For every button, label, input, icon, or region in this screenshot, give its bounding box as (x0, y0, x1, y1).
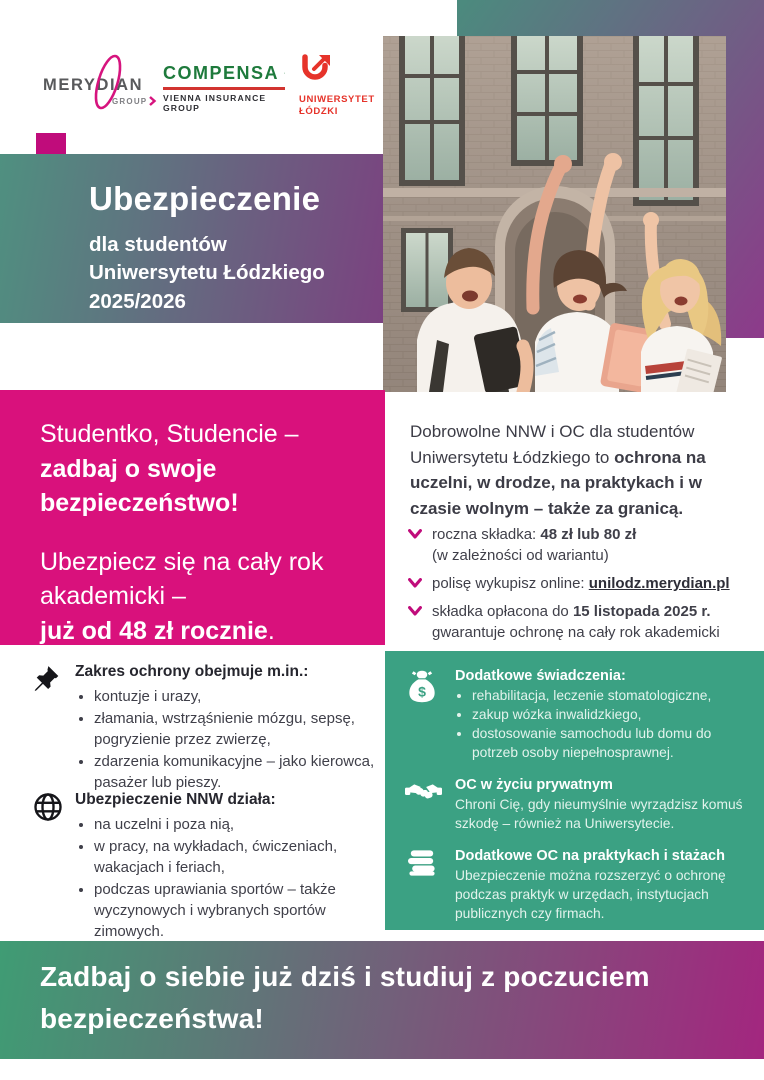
premium-text: polisę wykupisz online: (432, 575, 589, 592)
merydian-logo (42, 48, 160, 114)
subtitle-line: 2025/2026 (89, 289, 186, 313)
callout-price-bold: już od 48 zł rocznie (40, 616, 268, 645)
page-title: Ubezpieczenie (89, 180, 321, 217)
list-item: • podczas uprawiania sportów – także wyczynowych i wybranych sportów zimowych. (94, 879, 381, 942)
callout-line-regular: Studentko, Studencie – (40, 420, 299, 448)
premium-deadline: 15 listopada 2025 r. (572, 603, 711, 620)
list-item: • zakup wózka inwalidzkiego, (472, 705, 748, 724)
money-bag-icon (405, 668, 442, 762)
nnw-section (33, 791, 381, 943)
premium-text: składka opłacona do (432, 603, 573, 620)
footer-banner (0, 941, 764, 1059)
university-name-line2: ŁÓDZKI (299, 105, 338, 117)
page-subtitle (89, 231, 373, 316)
nnw-heading: Ubezpieczenie NNW działa: (75, 791, 276, 808)
benefits-heading: Dodatkowe świadczenia: (455, 668, 626, 684)
students-photo-illustration (383, 36, 726, 392)
merydian-chevron-icon (150, 97, 155, 105)
benefits-section (405, 668, 748, 762)
list-item: • w pracy, na wykładach, ćwiczeniach, wakacjach i feriach, (94, 836, 381, 878)
oc-private-heading: OC w życiu prywatnym (455, 777, 613, 794)
subtitle-line: dla studentów (89, 233, 227, 256)
callout-price-suffix: . (267, 616, 275, 645)
merydian-logo-text: MERYDIAN (43, 76, 144, 94)
list-item (408, 601, 750, 643)
list-item: • kontuzje i urazy, (94, 686, 381, 707)
university-name-line1: UNIWERSYTET (299, 94, 375, 105)
benefits-panel (385, 651, 764, 930)
footer-slogan: Zadbaj o siebie już dziś i studiuj z poczuciem bezpieczeństwa! (40, 961, 650, 1034)
compensa-logo-text: COMPENSA (163, 62, 280, 83)
coverage-section (33, 663, 381, 794)
purchase-link[interactable]: unilodz.merydian.pl (588, 575, 730, 592)
university-lodz-mark-icon (299, 54, 333, 86)
compensa-logo (163, 62, 285, 113)
books-icon (405, 848, 442, 923)
list-item (408, 524, 750, 566)
callout-price-line (40, 614, 355, 649)
list-item: • rehabilitacja, leczenie stomatologiczne, (472, 686, 748, 705)
university-lodz-logo (299, 54, 389, 116)
intro-bold-text: ochrona na uczelni, w drodze, na praktykach i w czasie wolnym – także za granicą. (410, 447, 706, 518)
list-item (408, 573, 750, 594)
oc-private-text: Chroni Cię, gdy nieumyślnie wyrządzisz komuś szkodę – również na Uniwersytecie. (455, 797, 743, 832)
list-item: • zdarzenia komunikacyjne – jako kierowca, pasażer lub pieszy. (94, 751, 381, 793)
students-photo (383, 36, 726, 392)
oc-private-section (405, 777, 748, 833)
premium-amount: 48 zł lub 80 zł (540, 526, 637, 543)
compensa-fan-icon (284, 62, 285, 84)
oc-internship-heading: Dodatkowe OC na praktykach i stażach (455, 848, 725, 865)
callout-line-bold: zadbaj o swoje bezpieczeństwo! (40, 454, 239, 517)
chevron-down-icon (408, 606, 422, 616)
premium-text: roczna składka: (432, 526, 541, 543)
premium-note: (w zależności od wariantu) (432, 547, 609, 564)
coverage-heading: Zakres ochrony obejmuje m.in.: (75, 663, 309, 680)
handshake-icon (405, 777, 442, 833)
intro-paragraph (410, 419, 744, 521)
compensa-sub-text: VIENNA INSURANCE GROUP (163, 93, 267, 113)
callout-line-regular: Ubezpiecz się na cały rok akademicki – (40, 547, 324, 610)
chevron-down-icon (408, 529, 422, 539)
subtitle-line: Uniwersytetu Łódzkiego (89, 261, 325, 285)
hero-banner (0, 154, 383, 323)
intro-regular-text: Dobrowolne NNW i OC dla studentów Uniwersytetu Łódzkiego to (410, 422, 695, 467)
list-item: • dostosowanie samochodu lub domu do potrzeb osoby niepełnosprawnej. (472, 724, 748, 762)
globe-icon (33, 791, 63, 943)
coverage-list (75, 686, 381, 793)
merydian-group-text: GROUP (112, 97, 148, 106)
student-callout-block (0, 390, 385, 645)
benefits-list (455, 686, 748, 762)
list-item: • złamania, wstrząśnienie mózgu, sepsę, pogryzienie przez zwierzę, (94, 708, 381, 750)
oc-internship-section (405, 848, 748, 923)
premium-note: gwarantuje ochronę na cały rok akademicki (432, 624, 720, 641)
chevron-down-icon (408, 578, 422, 588)
oc-internship-text: Ubezpieczenie można rozszerzyć o ochronę podczas praktyk w urzędach, instytucjach publicznych czy firmach. (455, 868, 726, 922)
premium-info-list (408, 524, 750, 650)
list-item: • na uczelni i poza nią, (94, 814, 381, 835)
nnw-list (75, 814, 381, 942)
svg-text:$: $ (418, 683, 426, 700)
compensa-red-bar (163, 87, 285, 90)
pushpin-icon (33, 663, 63, 794)
